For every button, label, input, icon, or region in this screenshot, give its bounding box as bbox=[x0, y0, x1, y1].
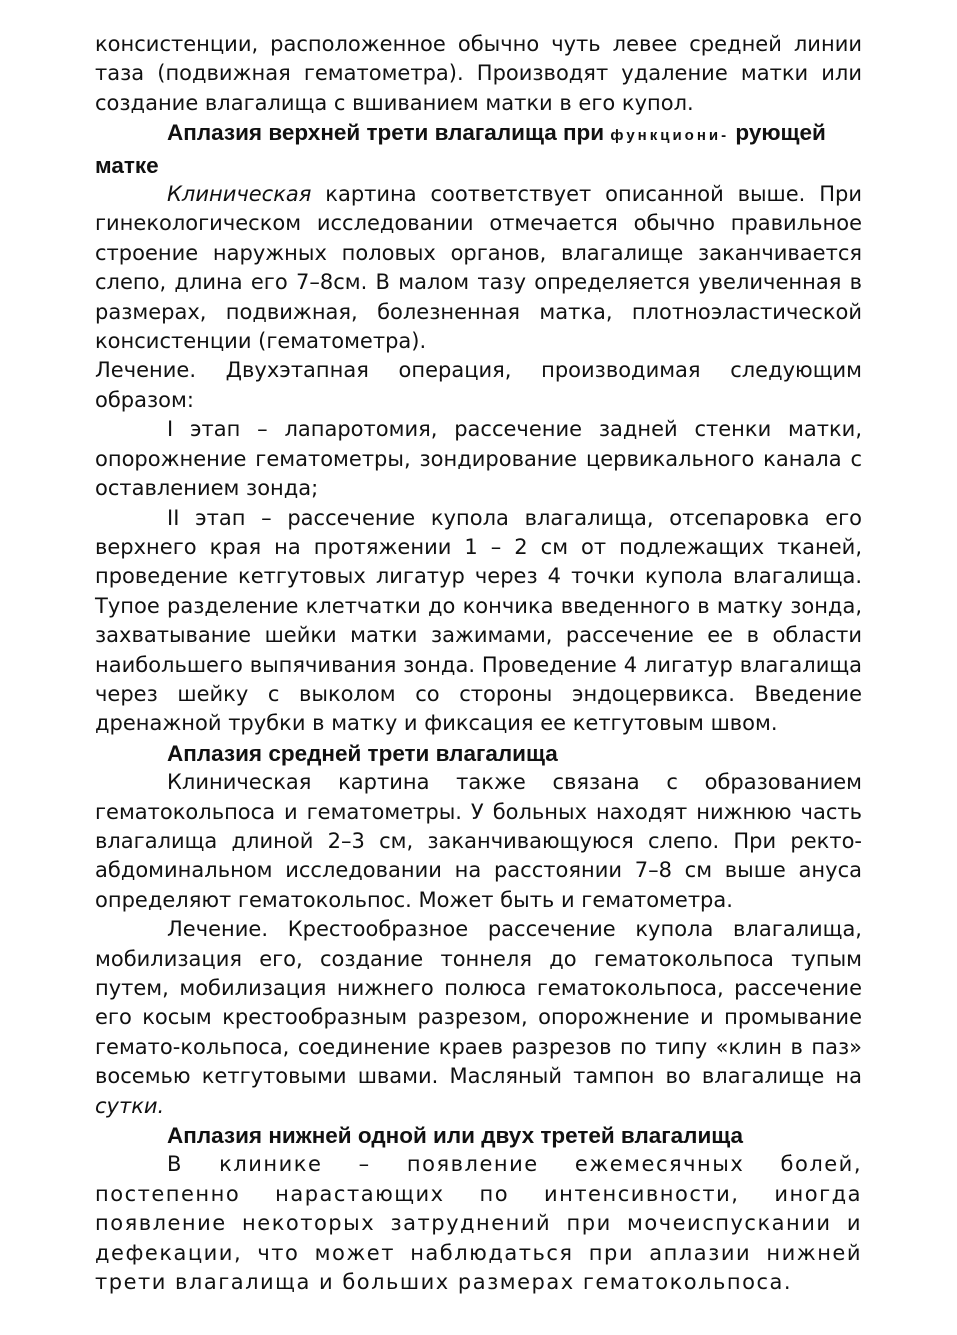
clinical-italic-word: Клиническая bbox=[167, 182, 312, 207]
heading-upper-third-cont: рующей матке bbox=[95, 120, 826, 178]
paragraph-middle-treatment bbox=[95, 915, 862, 1121]
heading-middle-third-aplasia: Аплазия средней трети влагалища bbox=[167, 740, 558, 766]
paragraph-treatment-intro: Лечение. Двухэтапная операция, производимая следующим образом: bbox=[95, 358, 862, 412]
paragraph-stage-two: II этап – рассечение купола влагалища, отсепаровка его верхнего края на протяжении 1 – 2 см от подлежащих тканей, проведение кетгутовых лигатур через 4 точки купола влагалища. Тупое разделение клетчатки до кончика введенного в матку зонда, захватывание шейки матки зажимами, рассечение ее в области наибольшего выпячивания зонда. Проведение 4 лигатур влагалища через шейку с выколом со стороны эндоцервикса. Введение дренажной трубки в матку и фиксация ее кетгутовым швом. bbox=[95, 505, 862, 736]
paragraph-stage-one: I этап – лапаротомия, рассечение задней стенки матки, опорожнение гематометры, зондирование цервикального канала с оставлением зонда; bbox=[95, 417, 862, 501]
heading-upper-third-aplasia bbox=[95, 118, 862, 180]
middle-treatment-text: Лечение. Крестообразное рассечение купола влагалища, мобилизация его, создание тоннеля до гематокольпоса тупым путем, мобилизация нижнего полюса гематокольпоса, рассечение его косым крестообразным разрезом, опорожнение и промывание гемато-кольпоса, соединение краев разрезов по типу «клин в паз» восемью кетгутовыми швами. Масляный тампон во влагалище на bbox=[95, 917, 862, 1089]
heading-upper-third-small: функциони- bbox=[610, 127, 730, 145]
paragraph-intro: консистенции, расположенное обычно чуть левее средней линии таза (подвижная гематометра). Производят удаление матки или создание влагалища с вшиванием матки в его купол. bbox=[95, 32, 862, 115]
heading-lower-third-aplasia: Аплазия нижней одной или двух третей влагалища bbox=[167, 1123, 744, 1149]
heading-upper-third-main: Аплазия верхней трети влагалища при bbox=[167, 120, 611, 146]
paragraph-middle-clinical: Клиническая картина также связана с образованием гематокольпоса и гематометры. У больных находят нижнюю часть влагалища длиной 2–3 см, заканчивающуюся слепо. При ректо-абдоминальном исследовании на расстоянии 7–8 см выше ануса определяют гематокольпос. Может быть и гематометра. bbox=[95, 770, 862, 912]
paragraph-clinical-picture bbox=[95, 180, 862, 356]
paragraph-lower-clinical: В клинике – появление ежемесячных болей, постепенно нарастающих по интенсивности, иногда появление некоторых затруднений при мочеиспускании и дефекации, что может наблюдаться при аплазии нижней трети влагалища и больших размерах гематокольпоса. bbox=[95, 1152, 862, 1295]
middle-treatment-italic: сутки. bbox=[95, 1093, 165, 1118]
clinical-text: картина соответствует описанной выше. При гинекологическом исследовании отмечается обычно правильное строение наружных половых органов, влагалище заканчивается слепо, длина его 7–8см. В малом тазу определяется увеличенная в размерах, подвижная, болезненная матка, плотноэластической консистенции (гематометра). bbox=[95, 182, 862, 354]
